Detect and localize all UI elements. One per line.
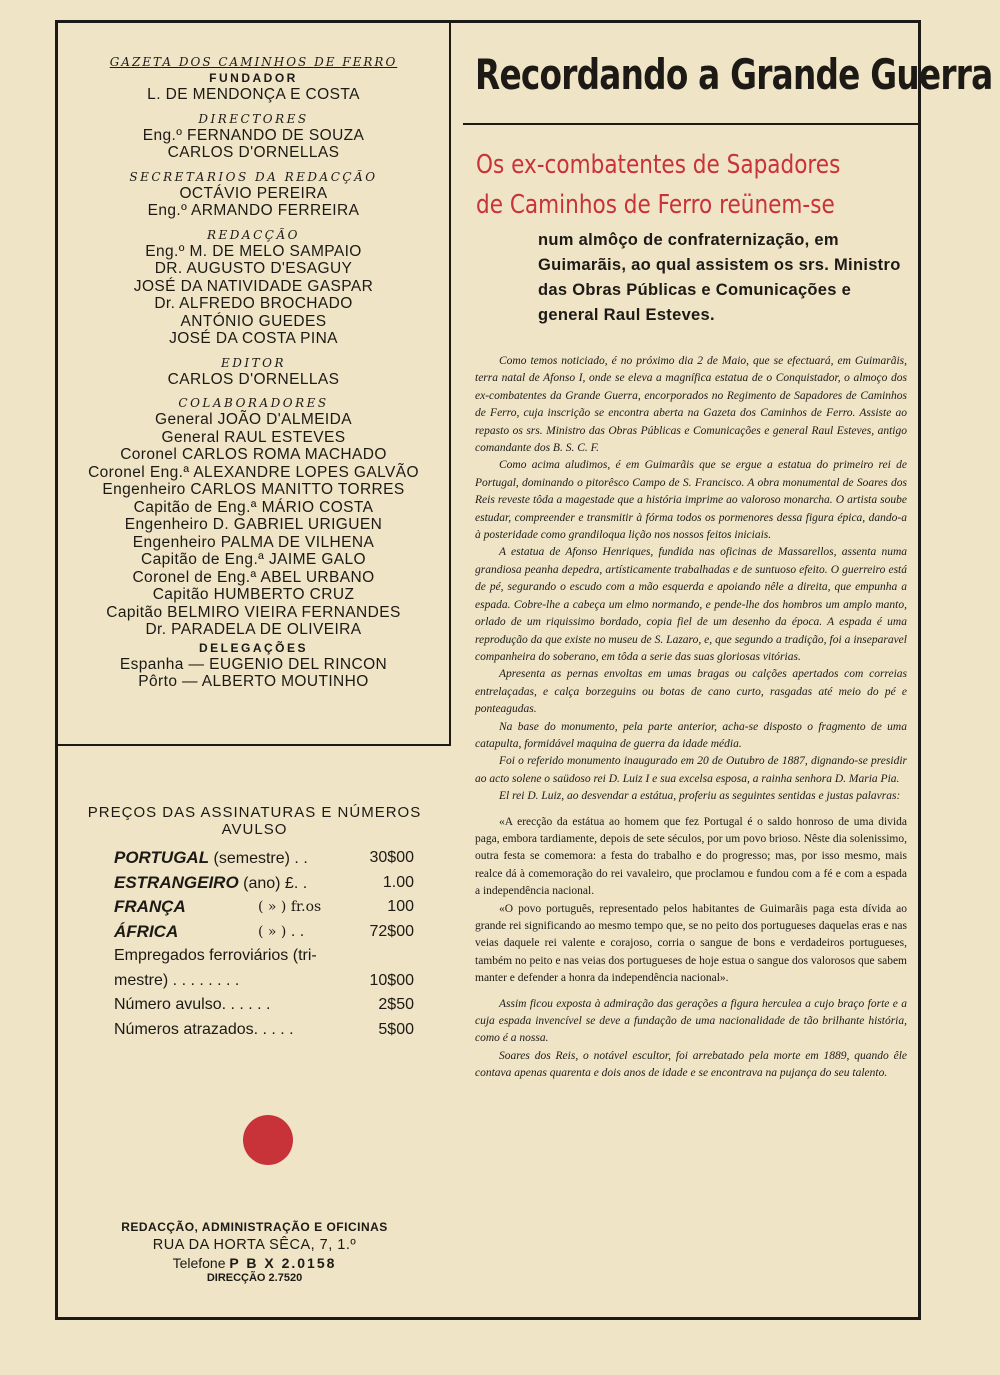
price-value: 100 <box>387 898 414 915</box>
price-value: 2$50 <box>378 996 414 1013</box>
prices-title: PREÇOS DAS ASSINATURAS E NÚMEROS <box>87 804 422 821</box>
secretaries-label: SECRETARIOS DA REDACÇÃO <box>129 169 378 184</box>
collaborator-name: Capitão BELMIRO VIEIRA FERNANDES <box>106 603 401 621</box>
price-label <box>114 895 186 920</box>
price-desc: mestre) . . . . . . . . <box>114 971 240 989</box>
price-row <box>58 944 451 969</box>
redaction-name: Dr. ALFREDO BROCHADO <box>154 295 353 312</box>
article-body <box>475 353 907 1083</box>
price-desc: Número avulso. . . . . . <box>114 996 271 1013</box>
subhead-line: de Caminhos de Ferro reünem-se <box>476 190 835 220</box>
subhead <box>476 145 840 225</box>
phone-number: P B X 2.0158 <box>229 1255 337 1271</box>
redaction-name: Eng.º M. DE MELO SAMPAIO <box>145 242 362 260</box>
collaborator-name: Engenheiro D. GABRIEL URIGUEN <box>124 516 383 533</box>
price-label <box>114 846 308 871</box>
article-paragraph: El rei D. Luiz, ao desvendar a estátua, proferiu as seguintes sentidas e justas palavras: <box>499 790 901 803</box>
red-dot-decoration <box>243 1115 293 1165</box>
article-paragraph: Como acima aludimos, é em Guimarãis que se ergue a estatua do primeiro rei de Portugal, dominando o pitorêsco Campo de S. Francisco. A obra monumental de Soares dos Reis reveste tôda a magestade que a história imprime ao valoroso monarcha. O artista soube estudar, compreender e transmitir à fórma todos os pormenores dessa figura épica, dando-a à posteridade como grandiloqua lição nos nossos feitos iniciais. <box>475 459 907 542</box>
delegation-name: Espanha — EUGENIO DEL RINCON <box>119 655 388 673</box>
secretary-name: Eng.º ARMANDO FERREIRA <box>147 202 360 219</box>
price-label <box>114 944 317 968</box>
collaborator-name: Capitão de Eng.ª JAIME GALO <box>140 551 367 568</box>
redaction-name: ANTÓNIO GUEDES <box>180 312 327 330</box>
price-label <box>114 920 178 945</box>
price-period: ( » ) fr.os <box>258 899 322 915</box>
price-place: ÁFRICA <box>114 921 179 941</box>
article-paragraph: Apresenta as pernas envoltas em umas bragas ou calções apertados com correias entrelaçadas, e calça borzeguins ou botas de cano curto, rasgadas até meio do pé e ponteagudas. <box>475 668 907 716</box>
office-direction: DIRECÇÃO 2.7520 <box>206 1272 303 1284</box>
collaborator-name: Coronel de Eng.ª ABEL URBANO <box>132 568 375 586</box>
price-place: ESTRANGEIRO <box>114 872 239 892</box>
editor-label: EDITOR <box>221 355 286 370</box>
quote-paragraph: «O povo português, representado pelos habitantes de Guimarãis paga esta dívida ao grande rei significando ao mesmo tempo que, se no peito dos portugueses daquelas eras e nas veias daquele rei valente e corajoso, corria o sangue de bons e verdadeiros portugueses, também no peito e nas veias dos portugueses de hoje estua o sangue dos valorosos que sabem manter e defender a honra da independência nacional». <box>475 902 907 985</box>
price-label <box>114 969 239 993</box>
collaborator-name: Dr. PARADELA DE OLIVEIRA <box>145 621 362 638</box>
prices-title: AVULSO <box>221 821 288 838</box>
office-info <box>58 1220 451 1284</box>
price-desc: (ano) £. . <box>238 874 308 892</box>
price-value: 1.00 <box>382 873 414 891</box>
price-row <box>58 871 451 896</box>
price-row <box>58 846 451 871</box>
price-value: 30$00 <box>369 849 414 866</box>
delegation-name: Pôrto — ALBERTO MOUTINHO <box>138 673 369 690</box>
quote-paragraph: «A erecção da estátua ao homem que fez Portugal é o saldo honroso de uma divida paga, embora tardiamente, depois de sete séculos, por um povo brioso. Nêste dia solenissimo, outra festa se comemora: a festa do trabalho e do progresso; mas, por isso mesmo, mais realce dá à comemoração do rei vavaleiro, que proclamou e fundou com a fé e com a espada a independência nacional. <box>475 815 907 898</box>
delegations-label: DELEGAÇÕES <box>198 640 308 655</box>
redaction-name: DR. AUGUSTO D'ESAGUY <box>154 260 353 277</box>
price-place: FRANÇA <box>114 897 186 916</box>
editor-name: CARLOS D'ORNELLAS <box>167 370 340 388</box>
article-paragraph: A estatua de Afonso Henriques, fundida nas oficinas de Massarellos, assenta numa grandiosa peanha depedra, artísticamente trabalhadas e de suntuoso efeito. O guerreiro está de pé, segurando o escudo com a mão esquerda e apoiando nêle a direita, que empunha a espada. Cobre-lhe a cabeça um elmo normando, e pende-lhe dos hombros um amplo manto, orlado de um riquissimo bordado, copia fiel de um desenho da época. A espada é uma reprodução da que existe no museu de S. Lazaro, e, que segundo a tradição, foi a inseparavel companheira do soberano, em tôda a serie das suas gloriosas vitórias. <box>475 546 907 663</box>
collaborator-name: Coronel Eng.ª ALEXANDRE LOPES GALVÃO <box>88 463 419 481</box>
headline: Recordando a Grande Guerra <box>475 50 993 99</box>
left-column <box>58 23 451 1317</box>
price-desc: Empregados ferroviários (tri- <box>114 947 317 964</box>
collaborator-name: General JOÃO D'ALMEIDA <box>155 411 352 428</box>
price-row <box>58 920 451 945</box>
director-name: CARLOS D'ORNELLAS <box>167 144 340 161</box>
subhead-line: Os ex-combatentes de Sapadores <box>476 150 841 180</box>
office-line: REDACÇÃO, ADMINISTRAÇÃO E OFICINAS <box>121 1220 388 1234</box>
article-paragraph: Como temos noticiado, é no próximo dia 2 de Maio, que se efectuará, em Guimarãis, terra natal de Afonso I, onde se eleva a magnífica estatua de o Conquistador, o almoço dos ex-combatentes da Grande Guerra, encorporados no Regimento de Sapadores de Caminhos de Ferro, cuja inscrição se encontra aberta na Gazeta dos Caminhos de Ferro. Assiste ao repasto os srs. Ministro das Obras Públicas e Comunicações e general Raul Esteves, antigo comandante dos B. S. C. F. <box>475 355 907 455</box>
collaborator-name: Engenheiro CARLOS MANITTO TORRES <box>102 481 405 498</box>
director-name: Eng.º FERNANDO DE SOUZA <box>142 126 365 144</box>
article-paragraph: Assim ficou exposta à admiração das gerações a figura herculea a cujo braço forte e a cuja espada invencível se deve a fundação de uma nacionalidade de tão brilhante história, como é a nossa. <box>475 997 907 1045</box>
price-row <box>58 969 451 994</box>
article-paragraph: Na base do monumento, pela parte anterior, acha-se disposto o fragmento de uma catapulta, formidável maquina de guerra da idade média. <box>475 720 907 750</box>
secretary-name: OCTÁVIO PEREIRA <box>179 184 328 202</box>
collaborator-name: Coronel CARLOS ROMA MACHADO <box>120 446 387 463</box>
article-paragraph: Soares dos Reis, o notável escultor, foi arrebatado pela morte em 1889, quando êle contava apenas quarenta e dois anos de idade e se encontrava na pujança do seu talento. <box>475 1049 907 1080</box>
office-phone <box>58 1255 451 1271</box>
headline-box <box>463 23 993 125</box>
price-period: ( » ) . . <box>258 923 305 940</box>
price-desc: Números atrazados. . . . . <box>114 1020 294 1038</box>
directors-label: DIRECTORES <box>198 111 309 126</box>
founder-name: L. DE MENDONÇA E COSTA <box>147 86 360 103</box>
price-row <box>58 1018 451 1043</box>
masthead-title: GAZETA DOS CAMINHOS DE FERRO <box>109 55 398 69</box>
price-label <box>114 1018 294 1042</box>
collaborator-name: Capitão HUMBERTO CRUZ <box>152 586 355 603</box>
redaction-label: REDACÇÃO <box>207 227 300 242</box>
collaborators-label: COLABORADORES <box>178 396 329 410</box>
phone-label: Telefone <box>172 1255 226 1271</box>
collaborator-name: General RAUL ESTEVES <box>161 428 346 446</box>
redaction-name: JOSÉ DA NATIVIDADE GASPAR <box>133 277 374 295</box>
subscription-prices <box>58 804 451 1042</box>
deck: num almôço de confraternização, em Guimarãis, ao qual assistem os srs. Ministro das Obras Públicas e Comunicações e general Raul Esteves. <box>538 231 901 324</box>
price-row <box>58 895 451 920</box>
price-place: PORTUGAL <box>114 848 210 867</box>
collaborator-name: Engenheiro PALMA DE VILHENA <box>132 533 375 551</box>
price-value: 5$00 <box>378 1020 414 1038</box>
price-value: 72$00 <box>369 922 414 940</box>
price-row <box>58 993 451 1018</box>
collaborator-name: Capitão de Eng.ª MÁRIO COSTA <box>133 498 374 516</box>
page-frame <box>55 20 993 1320</box>
price-label <box>114 871 307 896</box>
price-desc: (semestre) . . <box>209 850 308 867</box>
office-address: RUA DA HORTA SÊCA, 7, 1.º <box>152 1237 357 1253</box>
price-label <box>114 993 271 1017</box>
founder-label: FUNDADOR <box>209 71 298 85</box>
price-value: 10$00 <box>369 971 414 989</box>
article-paragraph: Foi o referido monumento inaugurado em 20 de Outubro de 1887, dignando-se presidir ao acto solene o saüdoso rei D. Luiz I e sua excelsa esposa, a rainha senhora D. Maria Pia. <box>475 755 907 785</box>
masthead <box>58 23 451 746</box>
redaction-name: JOSÉ DA COSTA PINA <box>169 330 338 347</box>
